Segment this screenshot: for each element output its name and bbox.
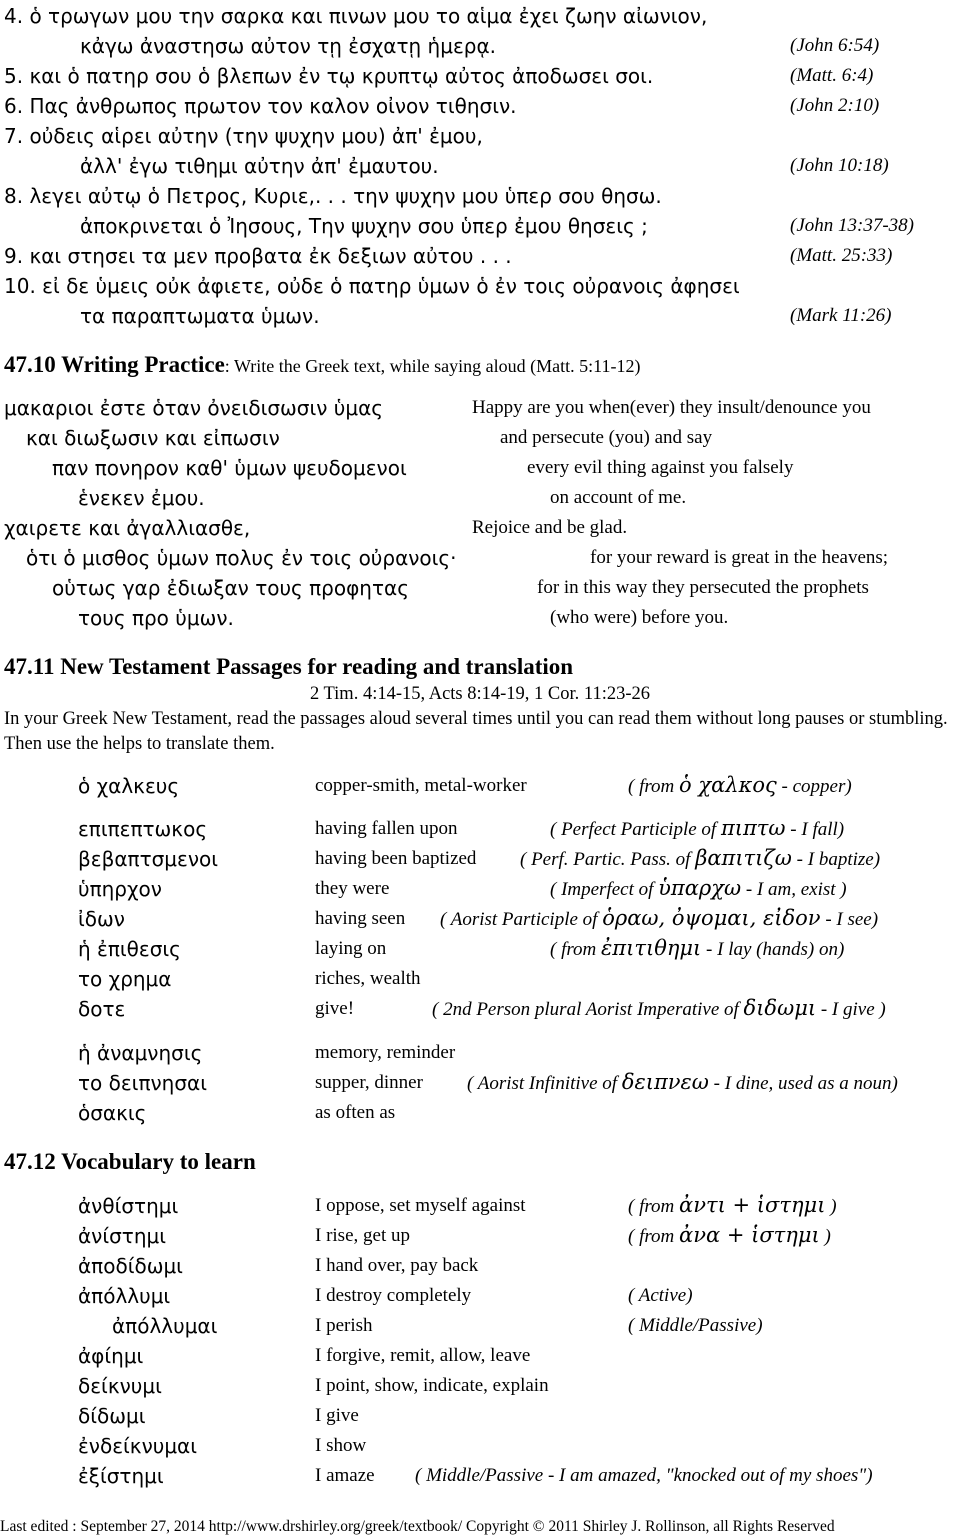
grammar-note: ( Aorist Infinitive of δειπνεω - I dine, used as a noun)	[467, 1070, 898, 1094]
item-number: 8.	[4, 184, 24, 208]
english-line: and persecute (you) and say	[500, 427, 713, 448]
vocab-word: ἐνδείκνυμαι	[78, 1434, 198, 1458]
gloss: having seen	[315, 908, 406, 929]
gloss: copper-smith, metal-worker	[315, 775, 527, 796]
sentence-line	[4, 244, 512, 268]
greek-term: βεβαπτσμενοι	[78, 847, 218, 871]
sentence-line	[4, 184, 662, 208]
greek-line: μακαριοι ἐστε ὁταν ὀνειδισωσιν ὑμας	[4, 396, 383, 420]
vocab-word: ἐξίστημι	[78, 1464, 164, 1488]
greek-term: ἰδων	[78, 907, 125, 931]
vocab-meaning: I show	[315, 1435, 367, 1456]
english-line: for your reward is great in the heavens;	[590, 547, 889, 568]
greek-text: οὐδεις αἱρει αὐτην (την ψυχην μου) ἀπ' ἐμου,	[29, 124, 483, 148]
sentence-line	[4, 64, 653, 88]
sentence-line	[4, 274, 740, 298]
vocab-word: ἀπόλλυμαι	[112, 1314, 218, 1338]
vocab-word: δίδωμι	[78, 1404, 146, 1428]
greek-text: ἀποκρινεται ὁ Ἰησους, Την ψυχην σου ὑπερ ἐμου θησεις ;	[80, 214, 648, 238]
sentence-line	[80, 214, 648, 238]
gloss: having fallen upon	[315, 818, 458, 839]
greek-term: το χρημα	[78, 967, 172, 991]
vocab-note: ( Middle/Passive)	[628, 1315, 763, 1336]
grammar-note: ( Perf. Partic. Pass. of βαπιτιζω - I baptize)	[520, 846, 881, 870]
english-line: Rejoice and be glad.	[472, 517, 628, 538]
greek-line: ὁτι ὁ μισθος ὑμων πολυς ἐν τοις οὐρανοις·	[26, 546, 457, 570]
grammar-note: ( Aorist Participle of ὁραω, ὀψομαι, εἰδον - I see)	[440, 906, 879, 930]
grammar-note: ( Perfect Participle of πιπτω - I fall)	[550, 816, 845, 840]
vocab-meaning: I destroy completely	[315, 1285, 472, 1306]
passage-references: 2 Tim. 4:14-15, Acts 8:14-19, 1 Cor. 11:23-26	[309, 684, 651, 704]
vocab-meaning: I amaze	[315, 1465, 375, 1486]
vocab-word: ἀπόλλυμι	[78, 1284, 171, 1308]
sentence-line	[4, 124, 483, 148]
greek-line: χαιρετε και ἀγαλλιασθε,	[4, 516, 251, 540]
greek-text: τα παραπτωματα ὑμων.	[80, 304, 320, 328]
english-line: for in this way they persecuted the prophets	[537, 577, 869, 598]
grammar-note: ( Imperfect of ὑπαρχω - I am, exist )	[550, 876, 847, 900]
sentence-line	[80, 304, 320, 328]
gloss: riches, wealth	[315, 968, 421, 989]
sentence-line	[4, 94, 516, 118]
vocab-word: δείκνυμι	[78, 1374, 162, 1398]
greek-line: ἑνεκεν ἐμου.	[78, 486, 205, 510]
scripture-reference: (Matt. 25:33)	[790, 245, 893, 266]
scripture-reference: (John 6:54)	[790, 35, 880, 56]
greek-text: κἀγω ἀναστησω αὐτον τῃ ἐσχατῃ ἡμερᾳ.	[80, 34, 497, 58]
greek-term: ὑπηρχον	[78, 877, 162, 901]
gloss: laying on	[315, 938, 387, 959]
item-number: 4.	[4, 4, 24, 28]
page-footer: Last edited : September 27, 2014 http://www.drshirley.org/greek/textbook/ Copyright © 2011 Shirley J. Rollinson, all Rights Reserved	[0, 1518, 835, 1535]
greek-text: ὁ τρωγων μου την σαρκα και πινων μου το αἱμα ἐχει ζωην αἰωνιον,	[29, 4, 708, 28]
vocab-word: ἀφίημι	[78, 1344, 144, 1368]
greek-term: ἡ ἀναμνησις	[78, 1041, 203, 1065]
vocab-meaning: I point, show, indicate, explain	[315, 1375, 549, 1396]
item-number: 9.	[4, 244, 24, 268]
greek-text: Πας ἀνθρωπος πρωτον τον καλον οἰνον τιθησιν.	[29, 94, 517, 118]
sentence-line	[80, 34, 496, 58]
gloss: give!	[315, 998, 355, 1019]
greek-term: το δειπνησαι	[78, 1071, 207, 1095]
gloss: having been baptized	[315, 848, 477, 869]
vocab-meaning: I oppose, set myself against	[315, 1195, 526, 1216]
greek-text: εἰ δε ὑμεις οὐκ ἀφιετε, οὐδε ὁ πατηρ ὑμων ὁ ἐν τοις οὐρανοις ἀφησει	[42, 274, 740, 298]
sentence-line	[4, 4, 707, 28]
greek-line: παν πονηρον καθ' ὑμων ψευδομενοι	[52, 456, 407, 480]
scripture-reference: (John 13:37-38)	[790, 215, 914, 236]
greek-term: δοτε	[78, 997, 126, 1021]
section-heading	[4, 352, 640, 378]
english-line: Happy are you when(ever) they insult/denounce you	[472, 397, 871, 418]
vocab-word: ἀνθίστημι	[78, 1194, 179, 1218]
section-title: 47.10 Writing Practice	[4, 352, 225, 377]
english-line: every evil thing against you falsely	[527, 457, 794, 478]
item-number: 5.	[4, 64, 24, 88]
vocab-meaning: I give	[315, 1405, 359, 1426]
item-number: 7.	[4, 124, 24, 148]
greek-text: ἀλλ' ἐγω τιθημι αὐτην ἀπ' ἐμαυτου.	[80, 154, 439, 178]
greek-term: ὁ χαλκευς	[78, 774, 180, 798]
gloss: supper, dinner	[315, 1072, 423, 1093]
vocab-meaning: I forgive, remit, allow, leave	[315, 1345, 531, 1366]
english-line: on account of me.	[550, 487, 687, 508]
greek-text: και ὁ πατηρ σου ὁ βλεπων ἐν τῳ κρυπτῳ αὐτος ἀποδωσει σοι.	[29, 64, 654, 88]
greek-text: και στησει τα μεν προβατα ἐκ δεξιων αὐτου . . .	[29, 244, 512, 268]
scripture-reference: (Matt. 6:4)	[790, 65, 874, 86]
sentence-line	[80, 154, 439, 178]
grammar-note: ( from ἐπιτιθημι - I lay (hands) on)	[550, 936, 845, 960]
greek-term: επιπεπτωκος	[78, 817, 208, 841]
scripture-reference: (Mark 11:26)	[790, 305, 892, 326]
vocab-note: ( Middle/Passive - I am amazed, "knocked out of my shoes")	[415, 1465, 873, 1486]
item-number: 6.	[4, 94, 24, 118]
greek-line: τους προ ὑμων.	[78, 606, 234, 630]
gloss: they were	[315, 878, 390, 899]
vocab-note: ( from ἀντι + ἱστημι )	[628, 1193, 837, 1217]
scripture-reference: (John 10:18)	[790, 155, 889, 176]
greek-term: ἡ ἐπιθεσις	[78, 937, 181, 961]
grammar-note: ( from ὁ χαλκος - copper)	[628, 773, 852, 797]
vocab-meaning: I hand over, pay back	[315, 1255, 479, 1276]
section-title: 47.11 New Testament Passages for reading and translation	[4, 654, 574, 679]
vocab-word: ἀνίστημι	[78, 1224, 167, 1248]
item-number: 10.	[4, 274, 36, 298]
english-line: (who were) before you.	[550, 607, 729, 628]
vocab-note: ( from ἀνα + ἱστημι )	[628, 1223, 831, 1247]
greek-text: λεγει αὐτῳ ὁ Πετρος, Κυριε,. . . την ψυχην μου ὑπερ σου θησω.	[29, 184, 662, 208]
vocab-note: ( Active)	[628, 1285, 693, 1306]
greek-line: οὑτως γαρ ἐδιωξαν τους προφητας	[52, 576, 409, 600]
greek-line: και διωξωσιν και εἰπωσιν	[26, 426, 280, 450]
instruction-paragraph: In your Greek New Testament, read the passages aloud several times until you can read them without long pauses or stumbling. Then use the helps to translate them.	[4, 709, 948, 754]
gloss: as often as	[315, 1102, 396, 1123]
vocab-meaning: I rise, get up	[315, 1225, 410, 1246]
grammar-note: ( 2nd Person plural Aorist Imperative of διδωμι - I give )	[432, 996, 886, 1020]
scripture-reference: (John 2:10)	[790, 95, 880, 116]
greek-term: ὁσακις	[78, 1101, 147, 1125]
vocab-word: ἀποδίδωμι	[78, 1254, 183, 1278]
section-instruction: : Write the Greek text, while saying aloud (Matt. 5:11-12)	[224, 356, 641, 376]
section-title: 47.12 Vocabulary to learn	[4, 1149, 256, 1174]
gloss: memory, reminder	[315, 1042, 456, 1063]
vocab-meaning: I perish	[315, 1315, 373, 1336]
